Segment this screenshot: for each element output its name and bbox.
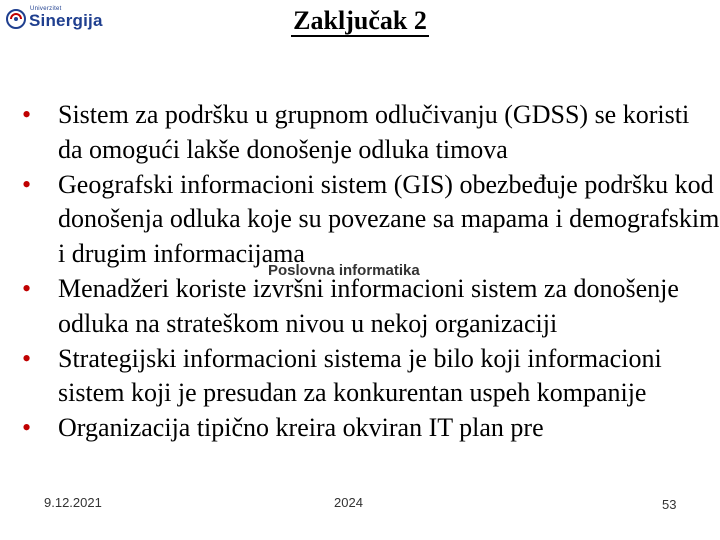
bullet-text: Sistem za podršku u grupnom odlučivanju (GDSS) se koristi da omogući lakše donošenje odluka timova [58,100,690,164]
logo-university-text: Univerzitet [30,6,62,12]
bullet-text: Strategijski informacioni sistema je bilo koji informacioni sistem koji je presudan za konkurentan uspeh kompanije [58,343,662,408]
bullet-icon: • [22,413,32,443]
bullet-icon: • [22,169,32,199]
bullet-item [22,342,720,412]
slide-title-container [0,6,720,36]
bullet-icon: • [22,100,32,129]
bullet-icon: • [22,343,32,373]
bullet-item [22,168,720,272]
bullet-item [22,411,720,446]
footer-year: 2024 [334,495,363,510]
footer-date: 9.12.2021 [44,495,102,510]
bullet-icon: • [22,273,32,303]
page-number: 53 [662,497,677,512]
bullet-item [22,272,720,342]
bullet-text: Geografski informacioni sistem (GIS) obezbeđuje podršku kod donošenja odluka koje su povezane sa mapama i demografskim i drugim informacijama [58,169,720,269]
logo-name: Sinergija [29,11,103,30]
bullet-text: Menadžeri koriste izvršni informacioni sistem za donošenje odluka na strateškom nivou u nekoj organizaciji [58,273,679,338]
bullet-text: Organizacija tipično kreira okviran IT plan pre [58,413,544,443]
footer-course-label: Poslovna informatika [268,262,420,279]
bullet-item [22,98,720,168]
slide-title: Zaključak 2 [293,6,427,35]
